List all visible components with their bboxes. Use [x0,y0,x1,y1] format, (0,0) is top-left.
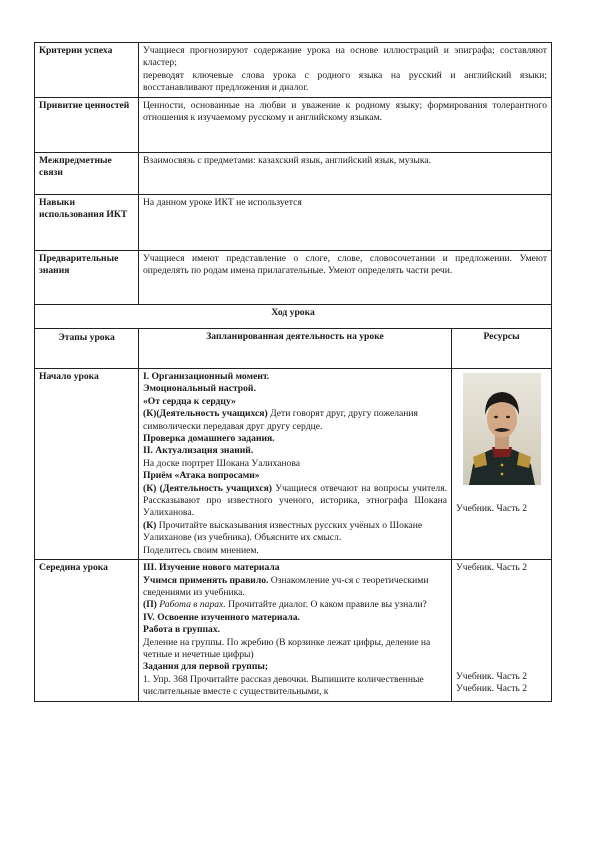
prior-knowledge-label: Предварительные знания [35,251,139,305]
values-label: Привитие ценностей [35,98,139,153]
values-row [35,98,552,153]
resource-textbook-3: Учебник. Часть 2 [456,670,527,682]
task-group-1: Задания для первой группы; [143,661,269,673]
stage-start-name: Начало урока [35,369,139,560]
ict-row [35,195,552,251]
header-row [35,329,552,369]
prior-knowledge-row [35,251,552,305]
activity-header: Запланированная деятельность на уроке [139,329,452,369]
values-text: Ценности, основанные на любви и уважение к родному языку; формирования толерантного отношения к изучаемому русскому и английскому языкам. [139,98,552,153]
homework-check: Проверка домашнего задания. [143,433,275,445]
activity-2-text: Учащиеся отвечают на вопросы учителя. Рассказывают про известного ученого, историка, этнографа Шокана Уалиханова. [143,482,448,519]
interdisciplinary-label: Межпредметные связи [35,153,139,195]
activity-2 [143,483,447,520]
ict-label: Навыки использования ИКТ [35,195,139,251]
resources-header: Ресурсы [452,329,552,369]
resource-textbook-2: Учебник. Часть 2 [456,562,527,574]
stage-middle-resources [452,560,552,701]
emotional-mood: Эмоциональный настрой. [143,383,256,395]
read-task-label: (К) [143,519,157,531]
portrait-image [463,373,541,485]
ict-text: На данном уроке ИКТ не используется [139,195,552,251]
exercise-368: 1. Упр. 368 Прочитайте рассказ девочки. Выпишите количественные числительные вместе с существительными, к [143,673,424,698]
board-portrait-note: На доске портрет Шокана Уалиханова [143,457,301,469]
org-moment: I. Организационный момент. [143,371,270,382]
stage-middle-name: Середина урока [35,560,139,701]
group-division: Деление на группы. По жребию (В корзинке лежат цифры, деление на четные и нечетные цифры) [143,636,431,660]
lesson-plan-table [34,42,552,702]
stage-middle-activity [139,560,452,701]
read-task [143,520,447,545]
resource-textbook-1: Учебник. Часть 2 [456,503,527,514]
stage-middle-row [35,560,552,701]
course-title-row [35,305,552,329]
resource-textbook-4: Учебник. Часть 2 [456,682,527,694]
group-work: Работа в группах. [143,624,221,636]
mastering-material: IV. Освоение изученного материала. [143,611,300,623]
stage-start-resources [452,369,552,560]
pair-italic: Работа в парах. [156,599,226,611]
rule-intro [143,575,447,600]
read-task-text: Прочитайте высказывания известных русских учёных о Шокане Уалиханове (из учебника). Объясните их смысл. [143,519,423,544]
pair-work [143,599,447,611]
method-question-attack: Приём «Атака вопросами» [143,470,260,482]
interdisciplinary-row [35,153,552,195]
rule-label: Учимся применять правило. [143,574,269,586]
prior-knowledge-text: Учащиеся имеют представление о слоге, слове, словосочетании и предложении. Умеют определять по родам имена прилагательные. Умеют определять части речи. [139,251,552,305]
stage-start-activity [139,369,452,560]
criteria-line-2: переводят ключевые слова урока с родного языка на русский и английский языки; восстанавливают предложения и диалог. [143,69,548,94]
activity-1-label: (К)(Деятельность учащихся) [143,408,268,420]
criteria-label: Критерии успеха [35,43,139,98]
new-material: III. Изучение нового материала [143,562,280,574]
activity-1-text: Дети говорят друг, другу пожелания символически передавая друг другу сердце. [143,408,418,432]
course-title: Ход урока [35,305,552,329]
actualization: II. Актуализация знаний. [143,445,254,457]
pair-label: (П) [143,599,157,611]
criteria-text [139,43,552,98]
stage-header: Этапы урока [35,329,139,369]
activity-1 [143,408,447,433]
criteria-row [35,43,552,98]
interdisciplinary-text: Взаимосвязь с предметами: казахский язык, английский язык, музыка. [139,153,552,195]
pair-text: Прочитайте диалог. О каком правиле вы узнали? [225,599,427,611]
share-opinion: Поделитесь своим мнением. [143,544,259,556]
criteria-line-1: Учащиеся прогнозируют содержание урока на основе иллюстраций и эпиграфа; составляют кластер; [143,45,548,69]
rule-text: Ознакомление уч-ся с теоретическими сведениями из учебника. [143,574,429,598]
stage-start-row [35,369,552,560]
activity-2-label: (К) (Деятельность учащихся) [143,482,272,494]
heart-to-heart: «От сердца к сердцу» [143,395,236,407]
